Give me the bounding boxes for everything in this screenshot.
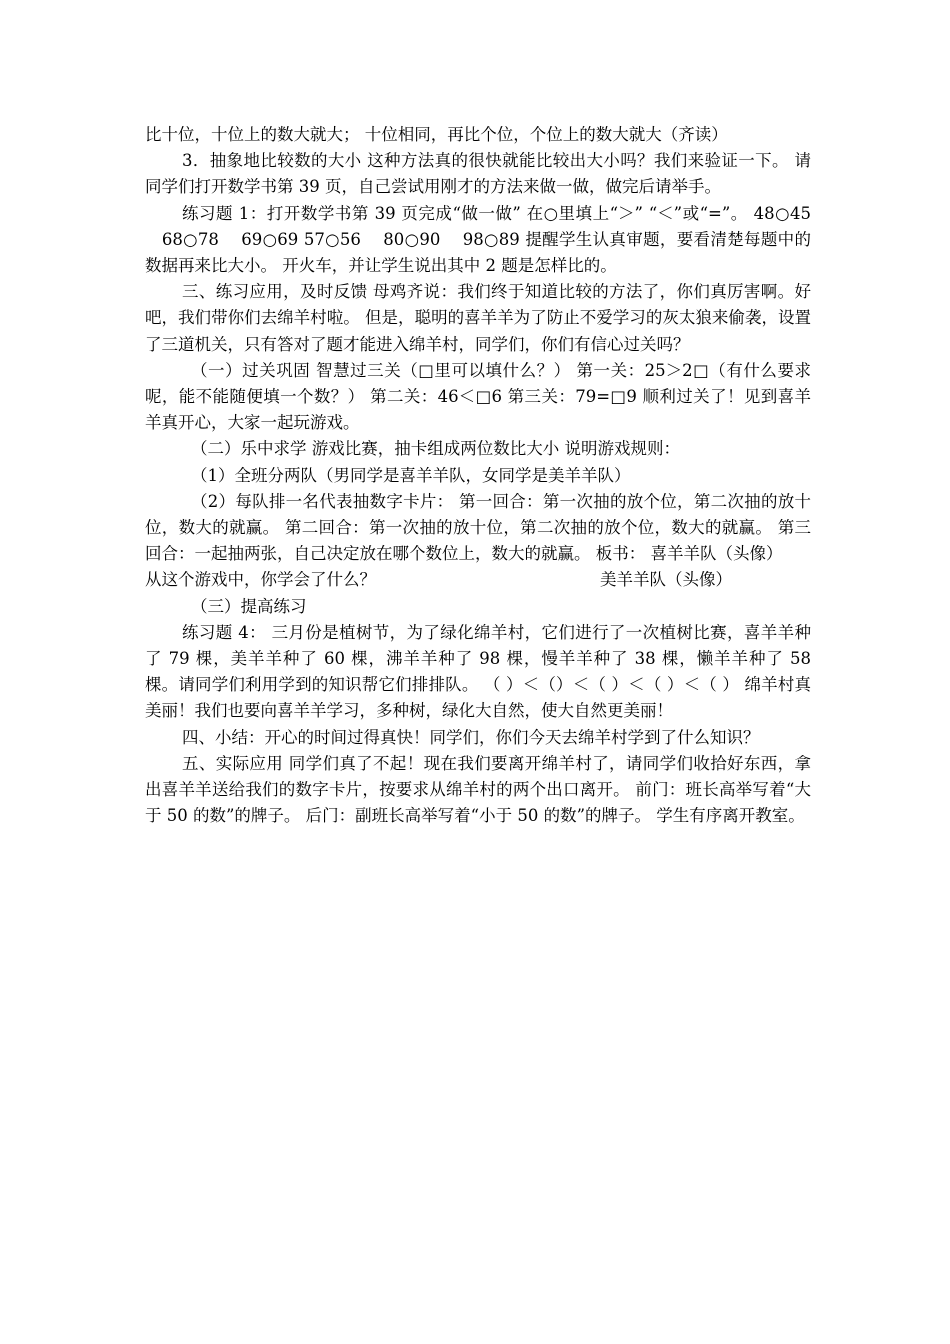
paragraph-game-question: 从这个游戏中，你学会了什么？ (145, 570, 376, 590)
paragraph-practice-application: 三、练习应用，及时反馈 母鸡齐说：我们终于知道比较的方法了，你们真厉害啊。好吧，我们带你们去绵羊村啦。 但是，聪明的喜羊羊为了防止不爱学习的灰太狼来偷袭，设置了三道机关，只有答对了题才能进入绵羊村，同学们，你们有信心过关吗？ (145, 282, 811, 354)
paragraph-exercise-1: 练习题 1：打开数学书第 39 页完成“做一做” 在○里填上“＞” “＜”或“=”。 48○45 68○78 69○69 57○56 80○90 98○89 提醒学生认真审题，要看清楚每题中的数据再来比大小。 开火车，并让学生说出其中 2 题是怎样比的。 (145, 203, 811, 276)
paragraph-rule-2: （2）每队排一名代表抽数字卡片： 第一回合：第一次抽的放个位，第二次抽的放十位，数大的就赢。 第二回合：第一次抽的放十位，第二次抽的放个位，数大的就赢。 第三回合：一起抽两张，自己决定放在哪个数位上，数大的就赢。 板书： 喜羊羊队（头像） (145, 491, 811, 564)
paragraph-comparison-rule: 比十位，十位上的数大就大； 十位相同，再比个位，个位上的数大就大（齐读） (145, 125, 728, 144)
document-body (145, 122, 811, 829)
paragraph-advanced-practice-heading: （三）提高练习 (191, 596, 307, 616)
paragraph-three-levels: （一）过关巩固 智慧过三关（□里可以填什么？） 第一关：25＞2□（有什么要求呢，能不能随便填一个数？） 第二关：46＜□6 第三关：79=□9 顺利过关了！见到喜羊羊真开心，大家一起玩游戏。 (145, 360, 811, 433)
paragraph-game-intro: （二）乐中求学 游戏比赛，抽卡组成两位数比大小 说明游戏规则： (191, 439, 680, 459)
paragraph-summary: 四、小结：开心的时间过得真快！同学们，你们今天去绵羊村学到了什么知识？ (182, 727, 760, 747)
board-team-meiyangyang: 美羊羊队（头像） (600, 570, 732, 590)
paragraph-exercise-4: 练习题 4： 三月份是植树节，为了绿化绵羊村，它们进行了一次植树比赛，喜羊羊种了 79 棵，美羊羊种了 60 棵，沸羊羊种了 98 棵，慢羊羊种了 38 棵，懒羊羊种了 58 棵。请同学们利用学到的知识帮它们排排队。 （ ）＜（）＜（ ）＜（ ）＜（ ） 绵羊村真美丽！我们也要向喜羊羊学习，多种树，绿化大自然，使大自然更美丽！ (145, 622, 811, 721)
paragraph-practical-application: 五、实际应用 同学们真了不起！现在我们要离开绵羊村了，请同学们收拾好东西，拿出喜羊羊送给我们的数字卡片，按要求从绵羊村的两个出口离开。 前门：班长高举写着“大于 50 的数”的牌子。 后门：副班长高举写着“小于 50 的数”的牌子。 学生有序离开教室。 (145, 753, 811, 826)
paragraph-abstract-comparison: 3．抽象地比较数的大小 这种方法真的很快就能比较出大小吗？我们来验证一下。 请同学们打开数学书第 39 页，自己尝试用刚才的方法来做一做，做完后请举手。 (145, 151, 811, 197)
paragraph-rule-1: （1）全班分两队（男同学是喜羊羊队，女同学是美羊羊队） (191, 465, 631, 485)
